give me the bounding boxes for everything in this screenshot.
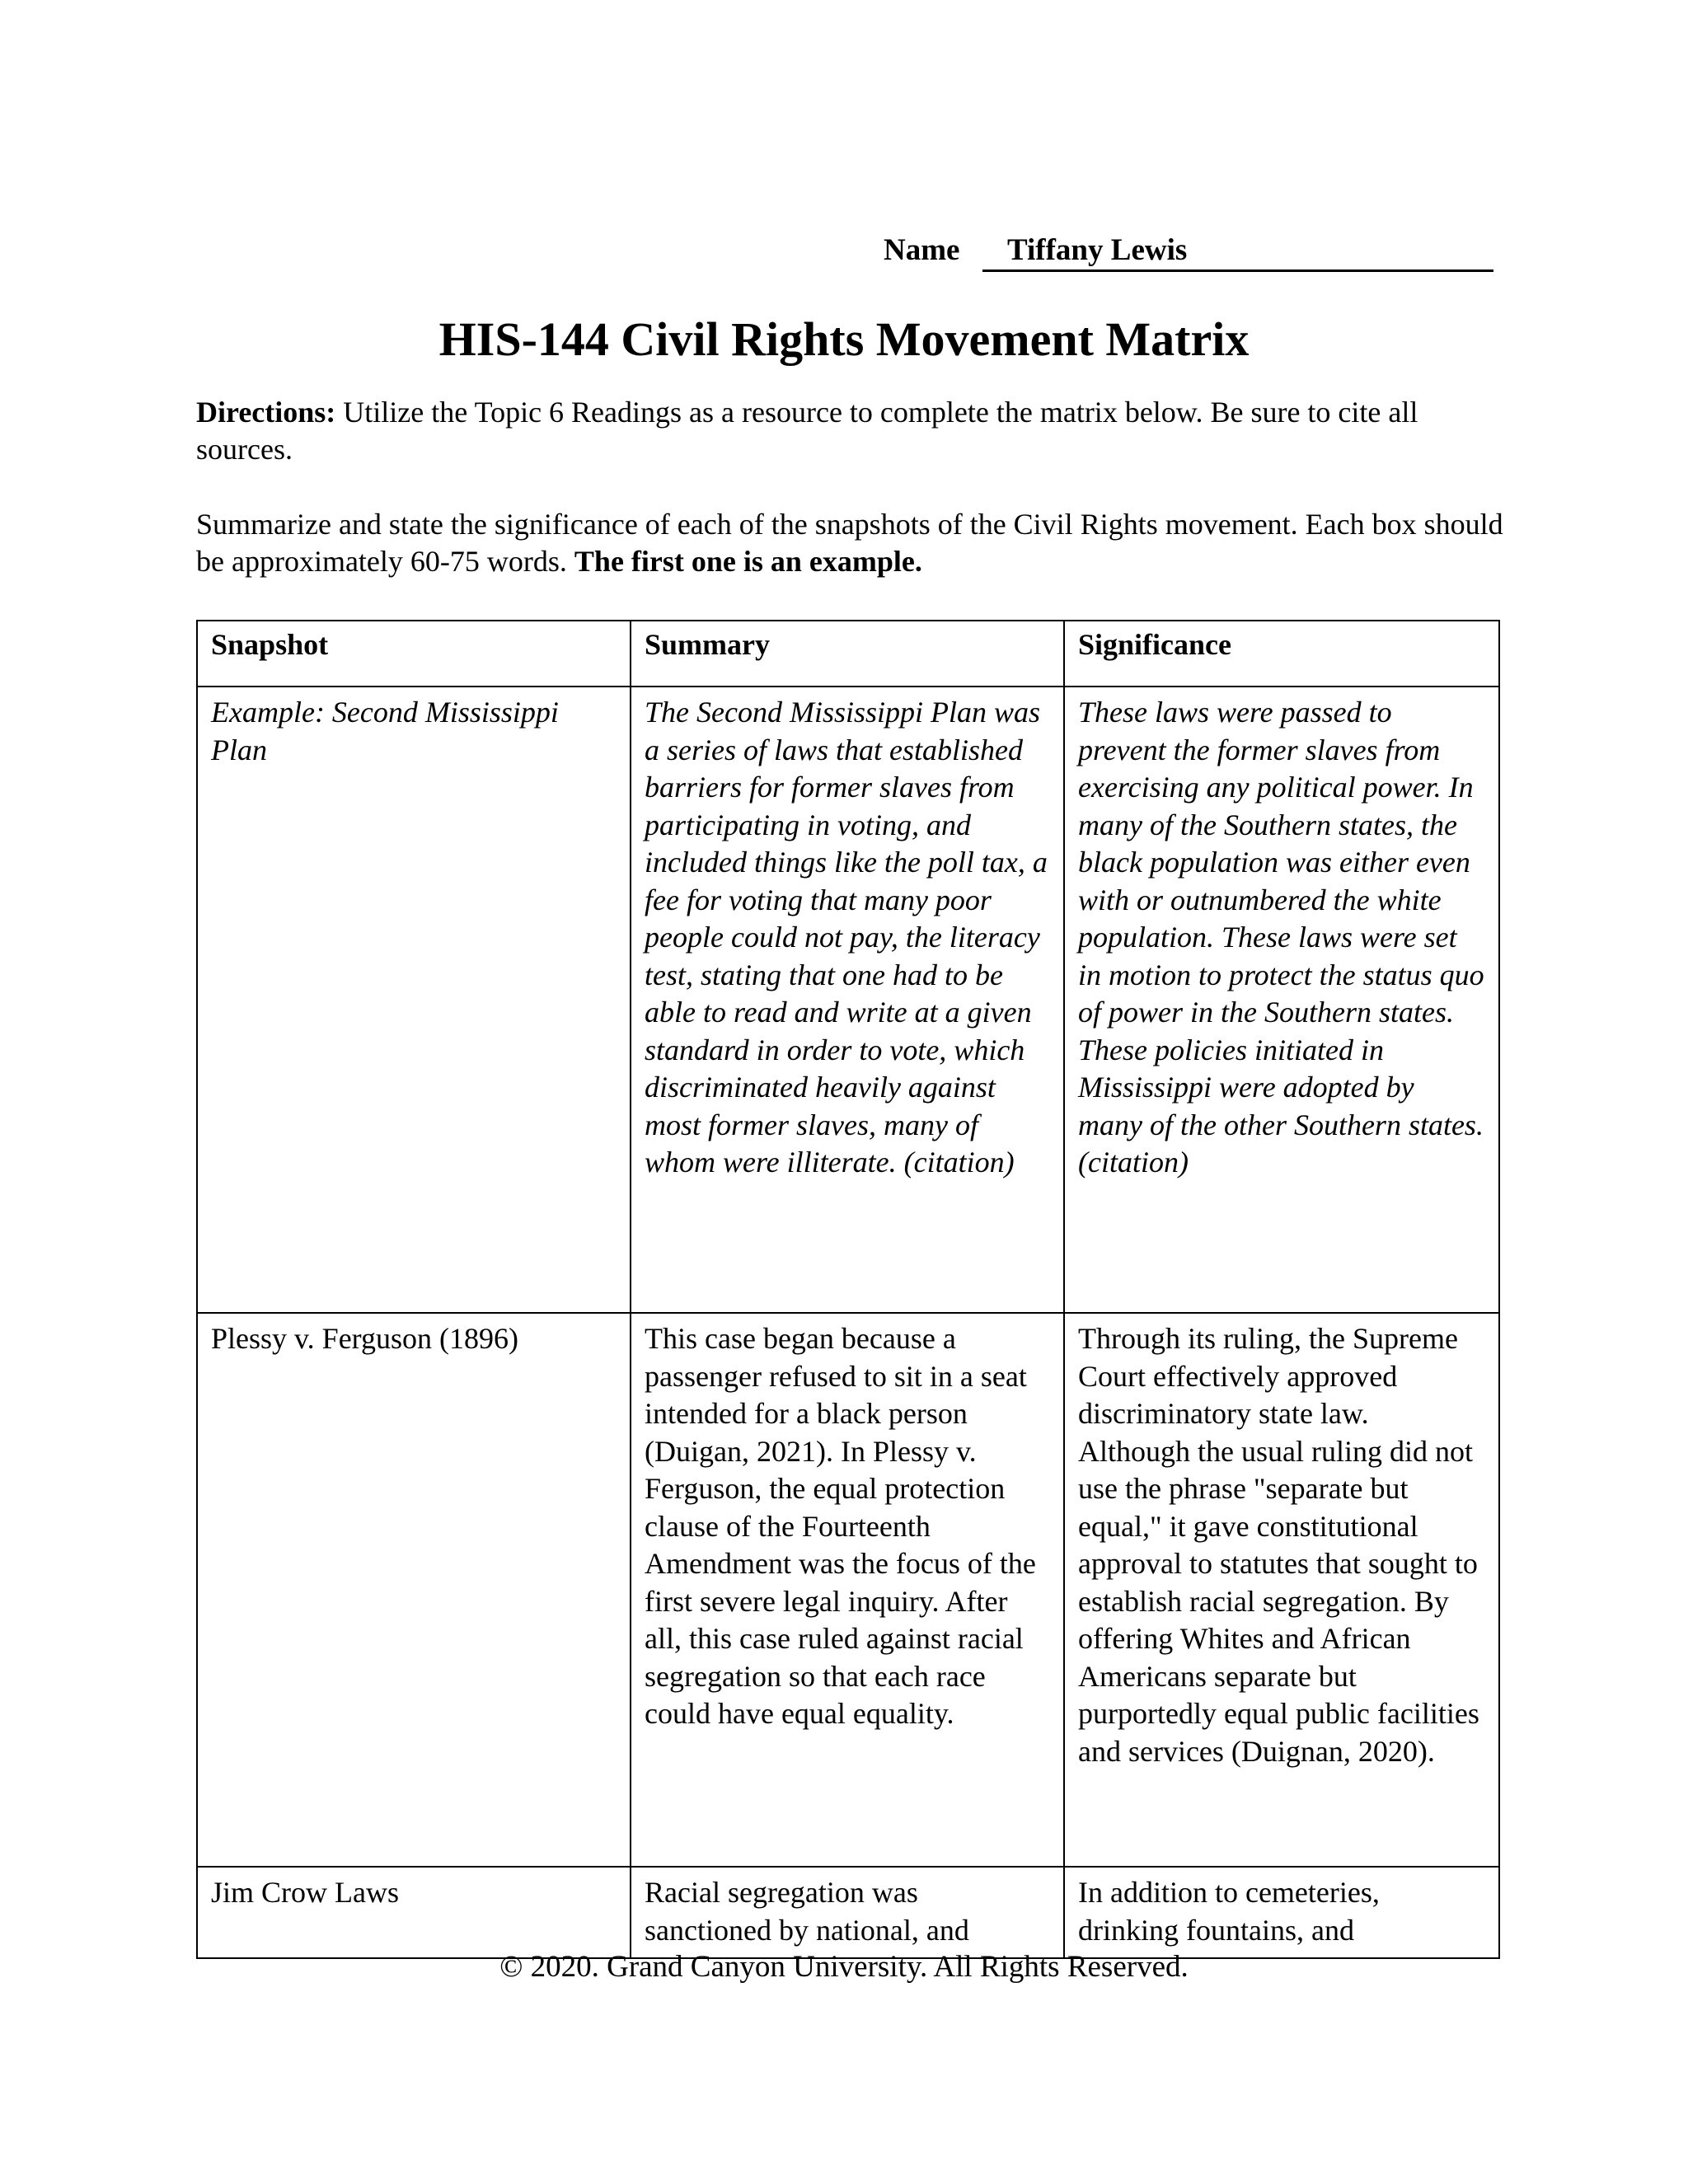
table-row: [197, 1867, 1499, 1958]
name-value: Tiffany Lewis: [982, 232, 1493, 272]
cell-significance: Through its ruling, the Supreme Court effectively approved discriminatory state law. Although the usual ruling did not use the phrase "separate but equal," it gave constitutional approval to statutes that sought to establish racial segregation. By offering Whites and African Americans separate but purportedly equal public facilities and services (Duignan, 2020).: [1064, 1313, 1499, 1867]
copyright-footer: © 2020. Grand Canyon University. All Rights Reserved.: [499, 1950, 1189, 1984]
directions-label: Directions:: [196, 396, 336, 429]
directions-text: Utilize the Topic 6 Readings as a resource to complete the matrix below. Be sure to cite all sources.: [196, 396, 1418, 466]
cell-summary: This case began because a passenger refused to sit in a seat intended for a black person (Duigan, 2021). In Plessy v. Ferguson, the equal protection clause of the Fourteenth Amendment was the focus of the first severe legal inquiry. After all, this case ruled against racial segregation so that each race could have equal equality.: [631, 1313, 1064, 1867]
cell-significance: These laws were passed to prevent the former slaves from exercising any political power. In many of the Southern states, the black population was either even with or outnumbered the white population. These laws were set in motion to protect the status quo of power in the Southern states. These policies initiated in Mississippi were adopted by many of the other Southern states. (citation): [1064, 687, 1499, 1313]
cell-snapshot: Plessy v. Ferguson (1896): [197, 1313, 631, 1867]
instructions-paragraph: [196, 506, 1507, 580]
cell-snapshot: Example: Second Mississippi Plan: [197, 687, 631, 1313]
table-header-row: [197, 621, 1499, 687]
header-snapshot: Snapshot: [197, 621, 631, 687]
cell-snapshot: Jim Crow Laws: [197, 1867, 631, 1958]
instructions-text: Summarize and state the significance of each of the snapshots of the Civil Rights movement. Each box should be approximately 60-75 words.: [196, 508, 1503, 578]
cell-summary: The Second Mississippi Plan was a series of laws that established barriers for former slaves from participating in voting, and included things like the poll tax, a fee for voting that many poor people could not pay, the literacy test, stating that one had to be able to read and write at a given standard in order to vote, which discriminated heavily against most former slaves, many of whom were illiterate. (citation): [631, 687, 1064, 1313]
header-significance: Significance: [1064, 621, 1499, 687]
table-row: [197, 687, 1499, 1313]
name-field: [884, 232, 1495, 274]
cell-significance: In addition to cemeteries, drinking fountains, and: [1064, 1867, 1499, 1958]
table-row: [197, 1313, 1499, 1867]
page-title: HIS-144 Civil Rights Movement Matrix: [438, 312, 1250, 366]
header-summary: Summary: [631, 621, 1064, 687]
instructions-bold: The first one is an example.: [574, 545, 922, 578]
matrix-table: [196, 620, 1500, 1959]
directions-paragraph: [196, 394, 1507, 468]
name-label: Name: [884, 233, 960, 267]
cell-summary: Racial segregation was sanctioned by national, and: [631, 1867, 1064, 1958]
